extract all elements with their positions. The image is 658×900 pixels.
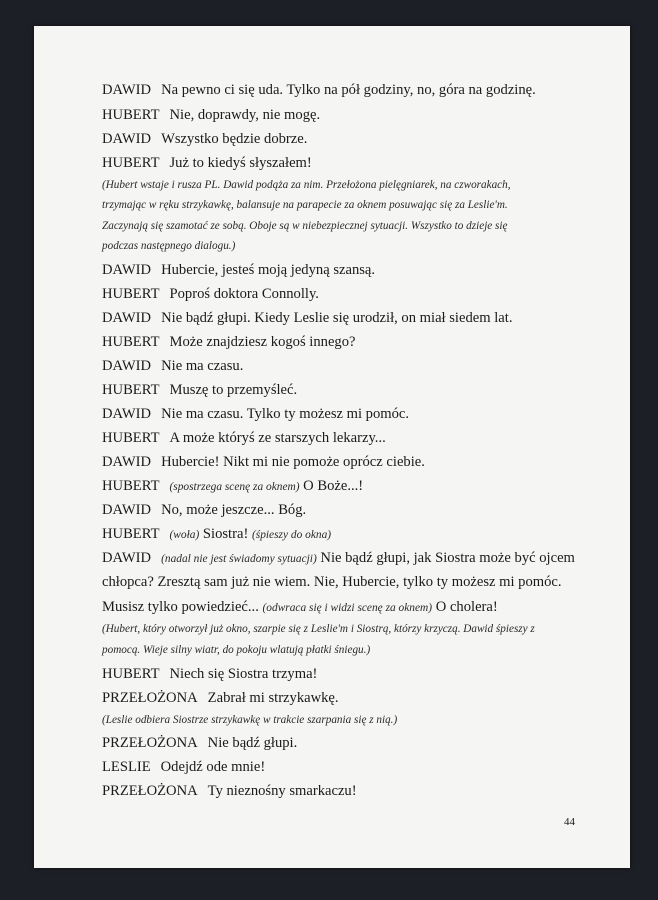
dialogue-text: Nie ma czasu. Tylko ty możesz mi pomóc. <box>161 406 410 422</box>
speaker: DAWID <box>102 310 152 326</box>
dialogue-line <box>102 285 610 303</box>
dialogue-text: Już to kiedyś słyszałem! <box>169 155 312 171</box>
inline-direction: (nadal nie jest świadomy sytuacji) <box>161 553 317 565</box>
dialogue-line <box>102 106 610 124</box>
dialogue-line <box>102 525 610 544</box>
dialogue-text: Musisz tylko powiedzieć... <box>102 599 259 615</box>
speaker: HUBERT <box>102 155 160 171</box>
dialogue-text: Nie, doprawdy, nie mogę. <box>169 107 321 123</box>
speaker: HUBERT <box>102 666 160 682</box>
speaker: DAWID <box>102 131 152 147</box>
dialogue-text: Nie ma czasu. <box>161 358 244 374</box>
speaker: DAWID <box>102 502 152 518</box>
dialogue-text: Wszystko będzie dobrze. <box>161 131 308 147</box>
dialogue-text: No, może jeszcze... Bóg. <box>161 502 307 518</box>
dialogue-text: Poproś doktora Connolly. <box>169 286 319 302</box>
stage-direction: Zaczynają się szamotać ze sobą. Oboje są w niebezpiecznej sytuacji. Wszystko to dzieje się <box>102 220 508 232</box>
dialogue-line <box>102 734 610 752</box>
speaker: HUBERT <box>102 334 160 350</box>
dialogue-continuation: chłopca? Zresztą sam już nie wiem. Nie, Hubercie, tylko ty możesz mi pomóc. <box>102 574 562 590</box>
dialogue-text: Odejdź ode mnie! <box>160 759 266 775</box>
dialogue-text: A może któryś ze starszych lekarzy... <box>169 430 386 446</box>
speaker: HUBERT <box>102 286 160 302</box>
dialogue-text: Hubercie! Nikt mi nie pomoże oprócz ciebie. <box>161 454 425 470</box>
dialogue-line <box>102 405 610 423</box>
speaker: PRZEŁOŻONA <box>102 690 198 706</box>
dialogue-line <box>102 665 610 683</box>
dialogue-line <box>102 689 610 707</box>
dialogue-text: O Boże...! <box>303 478 364 494</box>
dialogue-line <box>102 261 610 279</box>
inline-direction: (spostrzega scenę za oknem) <box>169 481 300 493</box>
stage-direction: pomocą. Wieje silny wiatr, do pokoju wlatują płatki śniegu.) <box>102 644 371 656</box>
speaker: HUBERT <box>102 430 160 446</box>
speaker: HUBERT <box>102 478 160 494</box>
speaker: DAWID <box>102 358 152 374</box>
dialogue-line <box>102 501 610 519</box>
inline-direction: (śpieszy do okna) <box>251 529 332 541</box>
stage-direction: (Leslie odbiera Siostrze strzykawkę w trakcie szarpania się z nią.) <box>102 714 398 726</box>
dialogue-line <box>102 154 610 172</box>
speaker: LESLIE <box>102 759 151 775</box>
dialogue-text: Nie bądź głupi. Kiedy Leslie się urodził, on miał siedem lat. <box>161 310 513 326</box>
stage-direction: podczas następnego dialogu.) <box>102 240 236 252</box>
dialogue-line <box>102 782 610 800</box>
dialogue-line <box>102 333 610 351</box>
speaker: HUBERT <box>102 107 160 123</box>
speaker: DAWID <box>102 406 152 422</box>
dialogue-text: O cholera! <box>435 599 498 615</box>
dialogue-line <box>102 549 610 568</box>
dialogue-text: Siostra! <box>202 526 249 542</box>
stage-direction: (Hubert wstaje i rusza PL. Dawid podąża za nim. Przełożona pielęgniarek, na czworakach, <box>102 179 511 191</box>
dialogue-continuation <box>102 598 610 617</box>
dialogue-text: Hubercie, jesteś moją jedyną szansą. <box>161 262 376 278</box>
script-page <box>34 26 630 868</box>
dialogue-text: Muszę to przemyśleć. <box>169 382 298 398</box>
speaker: DAWID <box>102 82 152 98</box>
dialogue-text: Nie bądź głupi, jak Siostra może być ojcem <box>320 550 575 566</box>
dialogue-line <box>102 357 610 375</box>
dialogue-line <box>102 381 610 399</box>
dialogue-text: Zabrał mi strzykawkę. <box>207 690 339 706</box>
dialogue-line <box>102 130 610 148</box>
dialogue-text: Na pewno ci się uda. Tylko na pół godziny, no, góra na godzinę. <box>161 82 536 98</box>
stage-direction: (Hubert, który otworzył już okno, szarpie się z Leslie'm i Siostrą, którzy krzyczą. Dawid śpieszy z <box>102 623 535 635</box>
speaker: PRZEŁOŻONA <box>102 783 198 799</box>
dialogue-line <box>102 477 610 496</box>
page-number: 44 <box>564 816 575 828</box>
speaker: HUBERT <box>102 382 160 398</box>
speaker: PRZEŁOŻONA <box>102 735 198 751</box>
inline-direction: (odwraca się i widzi scenę za oknem) <box>262 602 433 614</box>
speaker: DAWID <box>102 550 152 566</box>
speaker: DAWID <box>102 454 152 470</box>
speaker: DAWID <box>102 262 152 278</box>
dialogue-text: Ty nieznośny smarkaczu! <box>207 783 357 799</box>
dialogue-line <box>102 758 610 776</box>
dialogue-line <box>102 429 610 447</box>
dialogue-text: Nie bądź głupi. <box>207 735 298 751</box>
dialogue-line <box>102 81 610 99</box>
speaker: HUBERT <box>102 526 160 542</box>
dialogue-line <box>102 309 610 327</box>
dialogue-text: Niech się Siostra trzyma! <box>169 666 318 682</box>
dialogue-text: Może znajdziesz kogoś innego? <box>169 334 356 350</box>
dialogue-line <box>102 453 610 471</box>
inline-direction: (woła) <box>169 529 200 541</box>
stage-direction: trzymając w ręku strzykawkę, balansuje na parapecie za oknem posuwając się za Leslie'm. <box>102 199 508 211</box>
